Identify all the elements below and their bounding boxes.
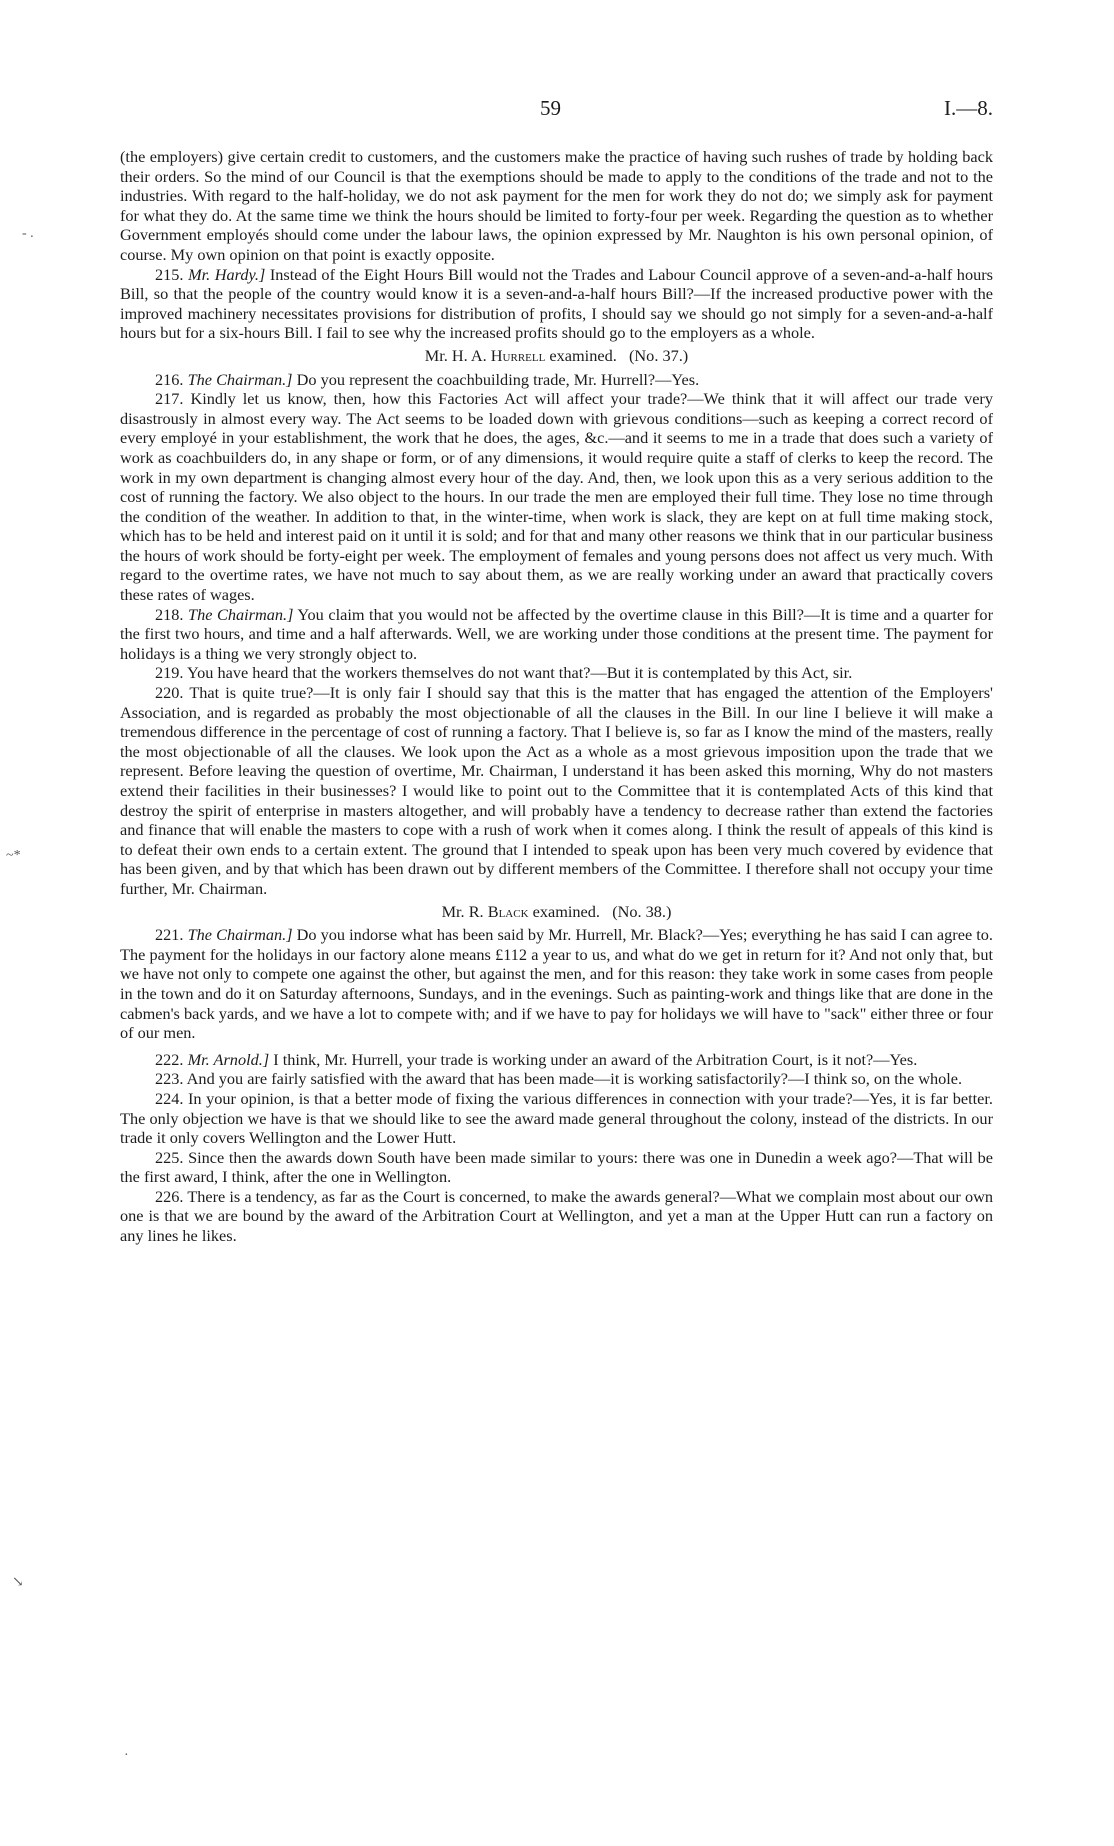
paragraph-216: 216. The Chairman.] Do you represent the coachbuilding trade, Mr. Hurrell?—Yes.	[155, 369, 700, 389]
margin-mark: ~*	[6, 848, 21, 863]
paragraph-225: 225. Since then the awards down South have been made similar to yours: there was one in Dunedin a week ago?—That will be the first award, I think, after the one in Wellington.	[120, 1147, 993, 1187]
speaker: Mr. Arnold.]	[187, 1049, 270, 1069]
page-number: 59	[540, 96, 561, 120]
paragraph-223: 223. And you are fairly satisfied with the award that has been made—it is working satisfactorily?—I think so, on the whole.	[155, 1069, 963, 1089]
witness-heading: Mr. H. A. Hurrell examined. (No. 37.)	[424, 345, 689, 365]
paragraph-224: 224. In your opinion, is that a better mode of fixing the various differences in connection with your trade?—Yes, it is far better. The only objection we have is that we should like to see the award made general throughout the colony, instead of the districts. In our trade it only covers Wellington and the Lower Hutt.	[120, 1088, 993, 1148]
margin-mark: ↘	[12, 1575, 24, 1590]
paragraph-221: 221. The Chairman.] Do you indorse what has been said by Mr. Hurrell, Mr. Black?—Yes; everything he has said I can agree to. The payment for the holidays in our factory alone means £112 a year to us, and what do we get in return for it? And not only that, but we have not only to compete one against the other, but against the men, and for this reason: they take work in some cases from people in the town and do it on Saturday afternoons, Sundays, and in the evenings. Such as painting-work and things like that are done in the cabmen's back yards, and we have a lot to compete with; and if we have to pay for holidays we will have to "sack" either three or four of our men.	[120, 925, 993, 1043]
paragraph-222: 222. Mr. Arnold.] I think, Mr. Hurrell, your trade is working under an award of the Arbitration Court, is it not?—Yes.	[155, 1049, 918, 1069]
paragraph-215: 215. Mr. Hardy.] Instead of the Eight Hours Bill would not the Trades and Labour Council approve of a seven-and-a-half hours Bill, so that the people of the country would know it is a seven-and-a-half hours Bill?—If the increased productive power with the improved machinery necessitates provisions for distribution of profits, I should say we should go not simply for a seven-and-a-half hours but for a six-hours Bill. I fail to see why the increased profits should go to the employers as a whole.	[120, 264, 993, 343]
paragraph-217: 217. Kindly let us know, then, how this Factories Act will affect your trade?—We think that it will affect our trade very disastrously in almost every way. The Act seems to be loaded down with grievous conditions—such as keeping a correct record of every employé in your establishment, the work that he does, the ages, &c.—and it seems to me in a trade that does such a variety of work as coachbuilders do, in any shape or form, or of any dimensions, it would require quite a staff of clerks to keep the record. The work in my own department is changing almost every hour of the day. And, then, we look upon this as a very serious addition to the cost of running the factory. We also object to the hours. In our trade the men are employed their full time. They lose no time through the condition of the weather. In addition to that, in the winter-time, when work is slack, they are kept on at full time making stock, which has to be held and interest paid on it until it is sold; and for that and many other reasons we think that in our particular business the hours of work should be forty-eight per week. The employment of females and young persons does not affect us very much. With regard to the overtime rates, we have not much to say about them, as we are really working under an award that practically covers these rates of wages.	[120, 389, 993, 605]
speaker: Mr. Hardy.]	[188, 264, 266, 284]
speaker: The Chairman.]	[187, 925, 293, 945]
margin-mark: ·	[124, 1748, 129, 1763]
margin-mark: - .	[22, 226, 34, 241]
page-body	[120, 147, 993, 1246]
document-reference: I.—8.	[944, 96, 993, 120]
paragraph: (the employers) give certain credit to customers, and the customers make the practice of having such rushes of trade by holding back their orders. So the mind of our Council is that the exemptions should be made to apply to the conditions of the trade and not to the industries. With regard to the half-holiday, we do not ask payment for the men for work they do not do; we simply ask for payment for what they do. At the same time we think the hours should be limited to forty-four per week. Regarding the question as to whether Government employés should come under the labour laws, the opinion expressed by Mr. Naughton is his own personal opinion, of course. My own opinion on that point is exactly opposite.	[120, 147, 993, 264]
paragraph-218: 218. The Chairman.] You claim that you would not be affected by the overtime clause in this Bill?—It is time and a quarter for the first two hours, and time and a half afterwards. Well, we are working under those conditions at the present time. The payment for holidays is a thing we very strongly object to.	[120, 604, 993, 663]
paragraph-220: 220. That is quite true?—It is only fair I should say that this is the matter that has engaged the attention of the Employers' Association, and is regarded as probably the most objectionable of all the clauses in the Bill. In our line I believe it will make a tremendous difference in the percentage of cost of running a factory. That I believe is, so far as I know the mind of the masters, really the most objectionable of all the clauses. We look upon the Act as a whole as a most grievous imposition upon the trade that we represent. Before leaving the question of overtime, Mr. Chairman, I understand it has been asked this morning, Why do not masters extend their facilities in their businesses? I would like to point out to the Committee that it is contemplated Acts of this kind that destroy the spirit of enterprise in masters altogether, and will probably have a tendency to decrease rather than extend the factories and finance that will enable the masters to cope with a rush of work when it comes along. I think the result of appeals of this kind is to defeat their own ends to a certain extent. The ground that I intended to speak upon has been very much covered by evidence that has been given, and by that which has been drawn out by different members of the Committee. I therefore shall not occupy your time further, Mr. Chairman.	[120, 683, 993, 898]
witness-heading: Mr. R. Black examined. (No. 38.)	[441, 901, 672, 921]
speaker: The Chairman.]	[187, 369, 293, 389]
paragraph-226: 226. There is a tendency, as far as the Court is concerned, to make the awards general?—What we complain most about our own one is that we are bound by the award of the Arbitration Court at Wellington, and yet a man at the Upper Hutt can run a factory on any lines he likes.	[120, 1186, 993, 1246]
paragraph-219: 219. You have heard that the workers themselves do not want that?—But it is contemplated by this Act, sir.	[155, 663, 853, 683]
page-header	[0, 96, 1114, 122]
speaker: The Chairman.]	[188, 604, 294, 624]
